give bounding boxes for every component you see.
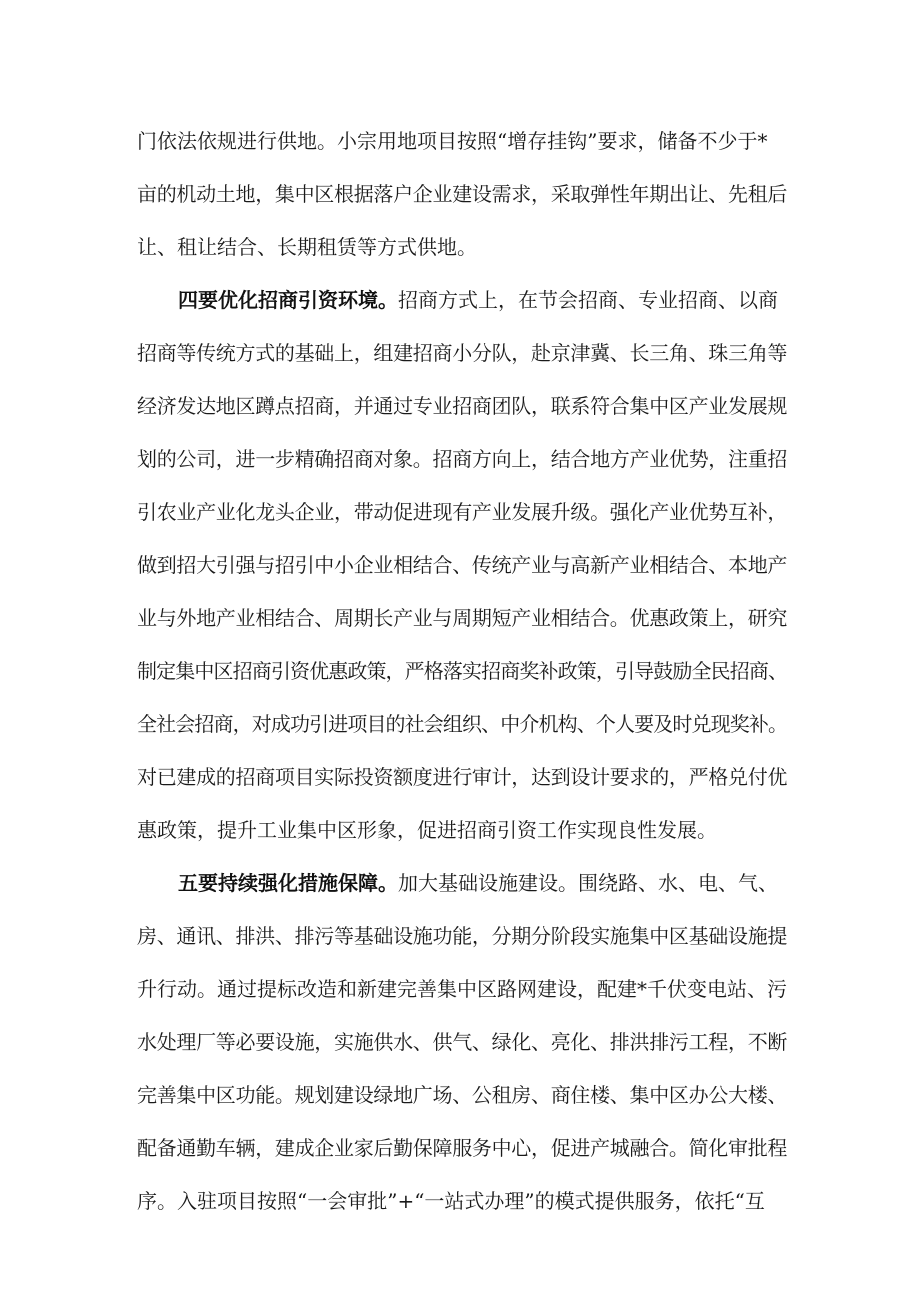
- text-line: 房、通讯、排洪、排污等基础设施功能，分期分阶段实施集中区基础设施提: [137, 924, 787, 948]
- text-line: 全社会招商，对成功引进项目的社会组织、中介机构、个人要及时兑现奖补。: [137, 712, 787, 736]
- section-five-heading: 五要持续强化措施保障。: [178, 871, 398, 895]
- section-four-heading: 四要优化招商引资环境。: [178, 288, 398, 312]
- text-line: 划的公司，进一步精确招商对象。招商方向上，结合地方产业优势，注重招: [137, 447, 787, 471]
- text-line: 经济发达地区蹲点招商，并通过专业招商团队，联系符合集中区产业发展规: [137, 394, 787, 418]
- section-four-first-line: [178, 286, 788, 314]
- section-five-first-line-rest: 加大基础设施建设。围绕路、水、电、气、: [398, 871, 778, 895]
- text-line: 让、租让结合、长期租赁等方式供地。: [137, 235, 477, 259]
- text-line: 配备通勤车辆，建成企业家后勤保障服务中心，促进产城融合。简化审批程: [137, 1136, 787, 1160]
- section-five-first-line: [178, 869, 788, 897]
- text-line: 惠政策，提升工业集中区形象，促进招商引资工作实现良性发展。: [137, 818, 717, 842]
- text-line: 对已建成的招商项目实际投资额度进行审计，达到设计要求的，严格兑付优: [137, 765, 787, 789]
- text-line: 门依法依规进行供地。小宗用地项目按照“增存挂钩”要求，储备不少于*: [137, 129, 768, 153]
- text-line: 序。入驻项目按照“一会审批”+“一站式办理”的模式提供服务，依托“互: [137, 1189, 765, 1213]
- text-line: 引农业产业化龙头企业，带动促进现有产业发展升级。强化产业优势互补，: [137, 500, 787, 524]
- text-line: 升行动。通过提标改造和新建完善集中区路网建设，配建*千伏变电站、污: [137, 977, 787, 1001]
- text-line: 做到招大引强与招引中小企业相结合、传统产业与高新产业相结合、本地产: [137, 553, 787, 577]
- text-line: 水处理厂等必要设施，实施供水、供气、绿化、亮化、排洪排污工程，不断: [137, 1030, 787, 1054]
- text-line: 招商等传统方式的基础上，组建招商小分队，赴京津冀、长三角、珠三角等: [137, 341, 787, 365]
- text-line: 业与外地产业相结合、周期长产业与周期短产业相结合。优惠政策上，研究: [137, 606, 787, 630]
- text-line: 完善集中区功能。规划建设绿地广场、公租房、商住楼、集中区办公大楼、: [137, 1083, 787, 1107]
- section-four-first-line-rest: 招商方式上，在节会招商、专业招商、以商: [398, 288, 778, 312]
- text-line: 亩的机动土地，集中区根据落户企业建设需求，采取弹性年期出让、先租后: [137, 182, 787, 206]
- text-line: 制定集中区招商引资优惠政策，严格落实招商奖补政策，引导鼓励全民招商、: [137, 659, 787, 683]
